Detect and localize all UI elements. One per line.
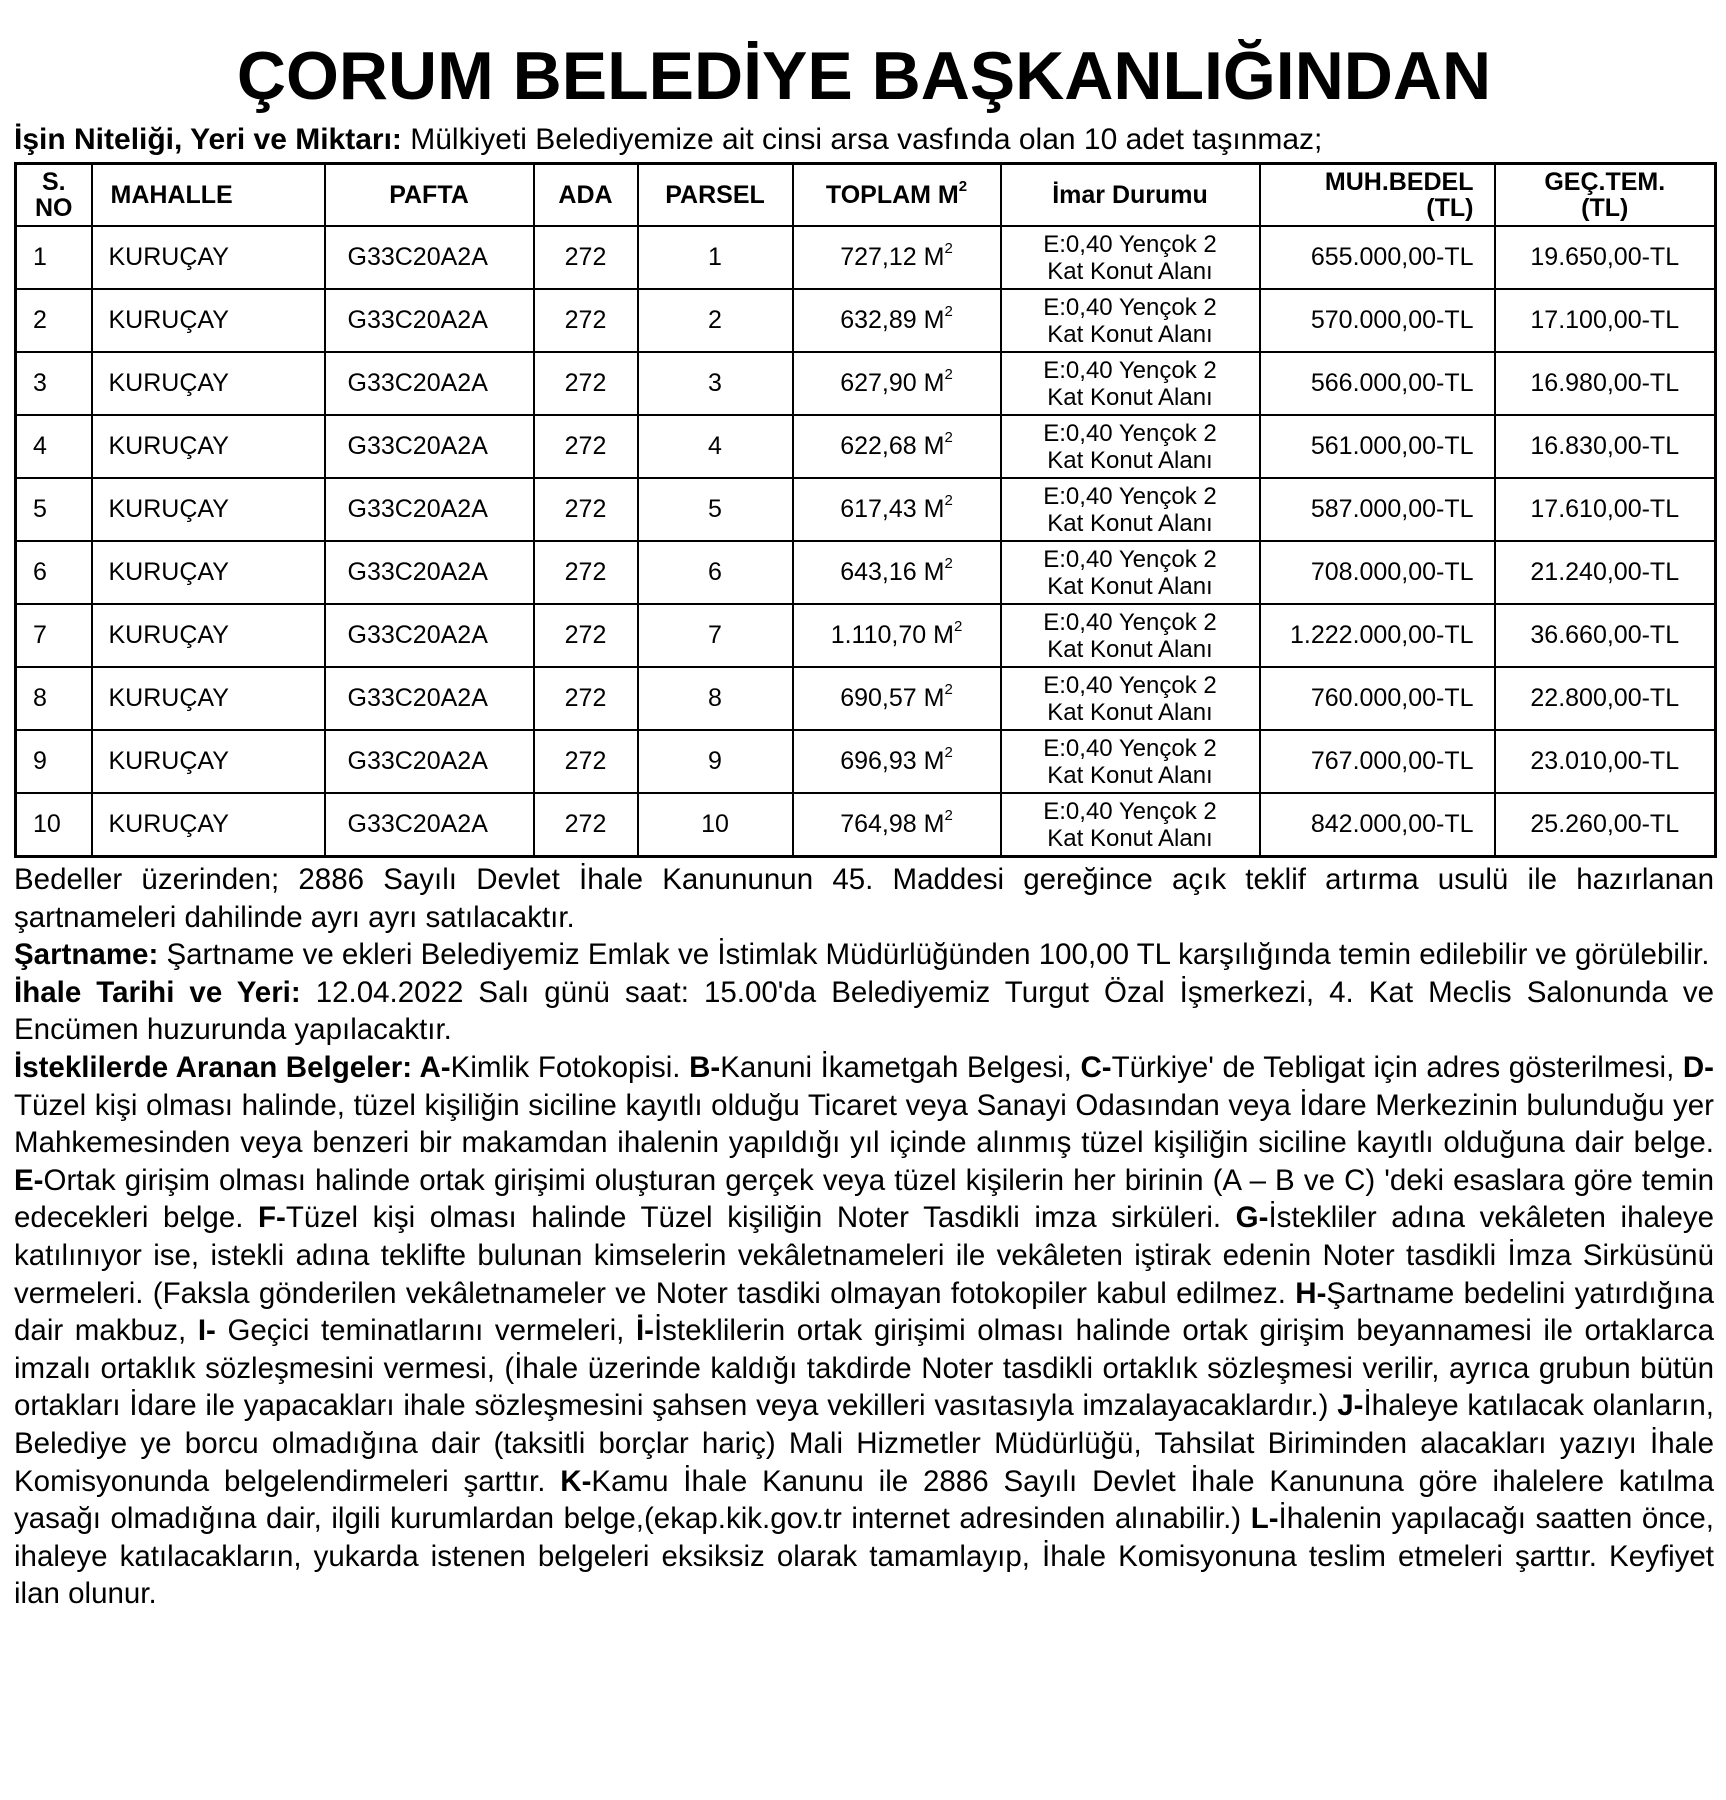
item-letter: G-	[1235, 1201, 1269, 1235]
table-row	[16, 793, 1716, 857]
header-toplam: TOPLAM $M^2$	[793, 164, 1001, 227]
intro-label: İşin Niteliği, Yeri ve Miktarı:	[14, 123, 402, 156]
cell-area: 617,43 $M^2$	[793, 478, 1001, 541]
cell-pafta: G33C20A2A	[325, 415, 534, 478]
cell-imar: E:0,40 Yençok 2 Kat Konut Alanı	[1001, 541, 1260, 604]
cell-pafta: G33C20A2A	[325, 478, 534, 541]
cell-muh-bedel: 655.000,00-TL	[1260, 226, 1495, 289]
table-row	[16, 541, 1716, 604]
cell-mahalle: KURUÇAY	[92, 541, 325, 604]
table-row	[16, 289, 1716, 352]
cell-muh-bedel: 570.000,00-TL	[1260, 289, 1495, 352]
cell-no: 10	[16, 793, 92, 857]
cell-area: 632,89 $M^2$	[793, 289, 1001, 352]
item-text: Tüzel kişi olması halinde, tüzel kişiliğin siciline kayıtlı olduğu Ticaret veya Sanayi Odasından veya İdare Merkezinin bulunduğu yer Mahkemesinden veya benzeri bir makamdan ihalenin yapıldığı yıl içinde alınmış tüzel kişiliğin siciline kayıtlı olduğuna dair belge.	[14, 1088, 1714, 1160]
item-letter: L-	[1250, 1502, 1279, 1536]
cell-mahalle: KURUÇAY	[92, 352, 325, 415]
paragraph-bedeller: Bedeller üzerinden; 2886 Sayılı Devlet İhale Kanununun 45. Maddesi gereğince açık teklif artırma usulü ile hazırlanan şartnameleri dahilinde ayrı ayrı satılacaktır.	[14, 863, 1714, 934]
cell-muh-bedel: 760.000,00-TL	[1260, 667, 1495, 730]
item-text: Kamu İhale Kanunu ile 2886 Sayılı Devlet İhale Kanununa göre ihalelere katılma yasağı olmadığına dair, ilgili kurumlardan belge,(ekap.kik.gov.tr internet adresinden alınabilir.)	[14, 1464, 1714, 1536]
cell-area: 690,57 $M^2$	[793, 667, 1001, 730]
cell-no: 5	[16, 478, 92, 541]
header-pafta: PAFTA	[325, 164, 534, 227]
belgeler-label: İsteklilerde Aranan Belgeler:	[14, 1050, 413, 1084]
header-imar: İmar Durumu	[1001, 164, 1260, 227]
cell-mahalle: KURUÇAY	[92, 415, 325, 478]
cell-ada: 272	[534, 541, 638, 604]
item-letter: H-	[1295, 1276, 1327, 1310]
cell-imar: E:0,40 Yençok 2 Kat Konut Alanı	[1001, 730, 1260, 793]
cell-muh-bedel: 566.000,00-TL	[1260, 352, 1495, 415]
cell-ada: 272	[534, 226, 638, 289]
cell-imar: E:0,40 Yençok 2 Kat Konut Alanı	[1001, 478, 1260, 541]
cell-parsel: 2	[638, 289, 793, 352]
item-text: İhaleye katılacak olanların, Belediye ye borcu olmadığına dair (taksitli borçlar hariç) Mali Hizmetler Müdürlüğü, Tahsilat Biriminden alacakları yazıyı İhale Komisyonunda belgelendirmeleri şarttır.	[14, 1389, 1714, 1498]
cell-area: 1.110,70 $M^2$	[793, 604, 1001, 667]
page-title: ÇORUM BELEDİYE BAŞKANLIĞINDAN	[236, 38, 1492, 114]
cell-gec-tem: 19.650,00-TL	[1495, 226, 1716, 289]
cell-parsel: 4	[638, 415, 793, 478]
item-letter: K-	[560, 1464, 592, 1498]
cell-imar: E:0,40 Yençok 2 Kat Konut Alanı	[1001, 793, 1260, 857]
intro-text: Mülkiyeti Belediyemize ait cinsi arsa vasfında olan 10 adet taşınmaz;	[401, 123, 1323, 156]
cell-pafta: G33C20A2A	[325, 289, 534, 352]
table-row	[16, 667, 1716, 730]
cell-parsel: 6	[638, 541, 793, 604]
item-text: Kanuni İkametgah Belgesi,	[720, 1050, 1081, 1084]
item-letter: E-	[14, 1163, 44, 1197]
header-muh-bedel: MUH.BEDEL (TL)	[1260, 164, 1495, 227]
header-ada: ADA	[534, 164, 638, 227]
announcement-page	[14, 30, 1714, 1613]
cell-no: 7	[16, 604, 92, 667]
table-row	[16, 415, 1716, 478]
cell-parsel: 7	[638, 604, 793, 667]
body-text	[14, 861, 1714, 1613]
item-text: Kimlik Fotokopisi.	[450, 1050, 690, 1084]
table-row	[16, 352, 1716, 415]
cell-imar: E:0,40 Yençok 2 Kat Konut Alanı	[1001, 289, 1260, 352]
cell-parsel: 1	[638, 226, 793, 289]
cell-gec-tem: 22.800,00-TL	[1495, 667, 1716, 730]
item-letter: D-	[1682, 1050, 1714, 1084]
cell-gec-tem: 16.980,00-TL	[1495, 352, 1716, 415]
cell-parsel: 5	[638, 478, 793, 541]
item-text: Türkiye' de Tebligat için adres gösterilmesi,	[1111, 1050, 1683, 1084]
cell-pafta: G33C20A2A	[325, 226, 534, 289]
cell-muh-bedel: 587.000,00-TL	[1260, 478, 1495, 541]
item-letter: İ-	[635, 1314, 654, 1348]
cell-ada: 272	[534, 667, 638, 730]
cell-no: 9	[16, 730, 92, 793]
cell-gec-tem: 36.660,00-TL	[1495, 604, 1716, 667]
cell-no: 4	[16, 415, 92, 478]
cell-mahalle: KURUÇAY	[92, 478, 325, 541]
table-row	[16, 478, 1716, 541]
header-parsel: PARSEL	[638, 164, 793, 227]
cell-mahalle: KURUÇAY	[92, 730, 325, 793]
cell-parsel: 10	[638, 793, 793, 857]
cell-muh-bedel: 561.000,00-TL	[1260, 415, 1495, 478]
cell-muh-bedel: 1.222.000,00-TL	[1260, 604, 1495, 667]
cell-parsel: 8	[638, 667, 793, 730]
cell-imar: E:0,40 Yençok 2 Kat Konut Alanı	[1001, 226, 1260, 289]
cell-ada: 272	[534, 352, 638, 415]
cell-imar: E:0,40 Yençok 2 Kat Konut Alanı	[1001, 667, 1260, 730]
ihale-tarihi-label: İhale Tarihi ve Yeri:	[14, 975, 301, 1009]
cell-pafta: G33C20A2A	[325, 541, 534, 604]
item-text: Geçici teminatlarını vermeleri,	[215, 1314, 636, 1348]
cell-area: 696,93 $M^2$	[793, 730, 1001, 793]
cell-gec-tem: 23.010,00-TL	[1495, 730, 1716, 793]
cell-pafta: G33C20A2A	[325, 667, 534, 730]
item-text: Tüzel kişi olması halinde Tüzel kişiliğin Noter Tasdikli imza sirküleri.	[285, 1201, 1236, 1235]
cell-parsel: 3	[638, 352, 793, 415]
cell-ada: 272	[534, 289, 638, 352]
table-row	[16, 226, 1716, 289]
cell-muh-bedel: 767.000,00-TL	[1260, 730, 1495, 793]
cell-no: 2	[16, 289, 92, 352]
parcel-table	[14, 162, 1717, 858]
cell-muh-bedel: 708.000,00-TL	[1260, 541, 1495, 604]
cell-area: 727,12 $M^2$	[793, 226, 1001, 289]
cell-gec-tem: 17.610,00-TL	[1495, 478, 1716, 541]
cell-ada: 272	[534, 478, 638, 541]
cell-imar: E:0,40 Yençok 2 Kat Konut Alanı	[1001, 604, 1260, 667]
paragraph-belgeler	[14, 1049, 1714, 1613]
item-letter: F-	[258, 1201, 286, 1235]
cell-pafta: G33C20A2A	[325, 604, 534, 667]
cell-pafta: G33C20A2A	[325, 352, 534, 415]
item-text: İstekliler adına vekâleten ihaleye katılınıyor ise, istekli adına teklifte bulunan kimselerin vekâletnameleri ile vekâleten iştirak edenin Noter tasdikli İmza Sirküsünü vermeleri. (Faksla gönderilen vekâletnameler ve Noter tasdiki olmayan fotokopiler kabul edilmez.	[14, 1201, 1715, 1310]
paragraph-ihale-tarihi	[14, 974, 1714, 1049]
cell-gec-tem: 17.100,00-TL	[1495, 289, 1716, 352]
cell-area: 643,16 $M^2$	[793, 541, 1001, 604]
cell-area: 622,68 $M^2$	[793, 415, 1001, 478]
cell-area: 764,98 $M^2$	[793, 793, 1001, 857]
cell-pafta: G33C20A2A	[325, 793, 534, 857]
cell-no: 3	[16, 352, 92, 415]
cell-ada: 272	[534, 793, 638, 857]
cell-mahalle: KURUÇAY	[92, 793, 325, 857]
table-row	[16, 730, 1716, 793]
cell-imar: E:0,40 Yençok 2 Kat Konut Alanı	[1001, 415, 1260, 478]
cell-ada: 272	[534, 415, 638, 478]
header-gec-tem: GEÇ.TEM. (TL)	[1495, 164, 1716, 227]
item-letter: B-	[689, 1050, 721, 1084]
cell-gec-tem: 21.240,00-TL	[1495, 541, 1716, 604]
cell-no: 1	[16, 226, 92, 289]
item-text: İsteklilerin ortak girişimi olması halinde ortak girişim beyannamesi ile ortaklarca imzalı ortaklık sözleşmesini vermesi, (İhale üzerinde kaldığı takdirde Noter tasdikli ortaklık sözleşmesi verilir, ayrıca grubun bütün ortakları İdare ile yapacakları ihale sözleşmesini şahsen veya vekilleri vasıtasıyla imzalayacaklardır.)	[14, 1314, 1715, 1423]
cell-mahalle: KURUÇAY	[92, 289, 325, 352]
cell-ada: 272	[534, 730, 638, 793]
cell-area: 627,90 $M^2$	[793, 352, 1001, 415]
cell-pafta: G33C20A2A	[325, 730, 534, 793]
cell-muh-bedel: 842.000,00-TL	[1260, 793, 1495, 857]
item-letter: A-	[412, 1050, 451, 1084]
sartname-text: Şartname ve ekleri Belediyemiz Emlak ve İstimlak Müdürlüğünden 100,00 TL karşılığında temin edilebilir ve görülebilir.	[158, 938, 1710, 972]
item-text: Ortak girişim olması halinde ortak girişimi oluşturan gerçek veya tüzel kişilerin her birinin (A – B ve C) 'deki esaslara göre temin edecekleri belge.	[14, 1163, 1714, 1235]
cell-no: 8	[16, 667, 92, 730]
header-no: S. NO	[16, 164, 92, 227]
item-text: Şartname bedelini yatırdığına dair makbuz,	[14, 1276, 1715, 1348]
cell-mahalle: KURUÇAY	[92, 604, 325, 667]
table-header-row	[16, 164, 1716, 227]
paragraph-sartname	[14, 936, 1714, 974]
cell-no: 6	[16, 541, 92, 604]
cell-ada: 272	[534, 604, 638, 667]
cell-gec-tem: 16.830,00-TL	[1495, 415, 1716, 478]
ihale-tarihi-text: 12.04.2022 Salı günü saat: 15.00'da Belediyemiz Turgut Özal İşmerkezi, 4. Kat Meclis Salonunda ve Encümen huzurunda yapılacaktır.	[14, 975, 1714, 1047]
intro-line	[14, 122, 1714, 158]
cell-mahalle: KURUÇAY	[92, 226, 325, 289]
header-mahalle: MAHALLE	[92, 164, 325, 227]
item-letter: C-	[1080, 1050, 1112, 1084]
table-row	[16, 604, 1716, 667]
item-letter: J-	[1337, 1389, 1364, 1423]
item-letter: I-	[197, 1314, 216, 1348]
cell-parsel: 9	[638, 730, 793, 793]
cell-mahalle: KURUÇAY	[92, 667, 325, 730]
cell-imar: E:0,40 Yençok 2 Kat Konut Alanı	[1001, 352, 1260, 415]
sartname-label: Şartname:	[14, 938, 159, 972]
item-text: İhalenin yapılacağı saatten önce, ihaleye katılacakların, yukarda istenen belgeleri eksiksiz olarak tamamlayıp, İhale Komisyonuna teslim etmeleri şarttır. Keyfiyet ilan olunur.	[14, 1502, 1714, 1611]
cell-gec-tem: 25.260,00-TL	[1495, 793, 1716, 857]
